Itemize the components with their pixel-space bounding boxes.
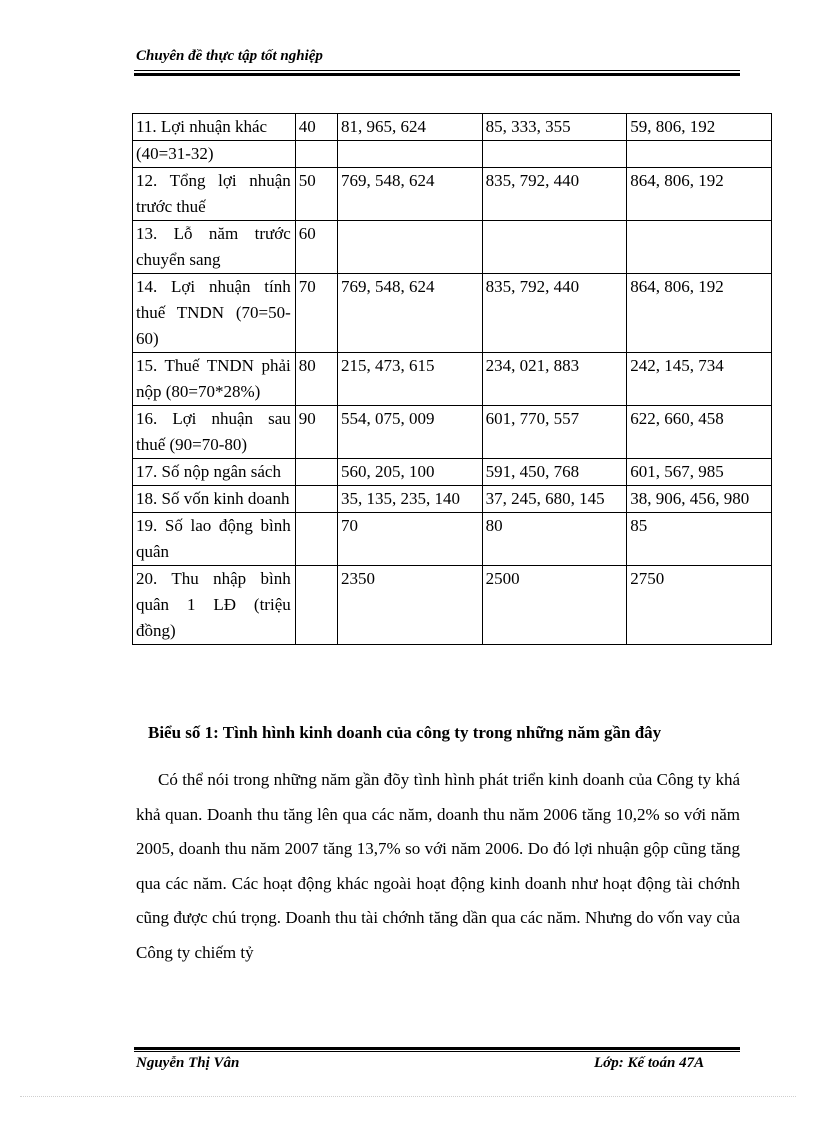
- value-cell: 769, 548, 624: [337, 168, 482, 221]
- value-cell: 59, 806, 192: [627, 114, 772, 141]
- table-row: [133, 221, 772, 274]
- row-label: 11. Lợi nhuận khác: [133, 114, 296, 141]
- value-cell: 242, 145, 734: [627, 353, 772, 406]
- value-cell: 835, 792, 440: [482, 168, 627, 221]
- table-caption: Biểu số 1: Tình hình kinh doanh của công ty trong những năm gần đây: [148, 723, 662, 742]
- row-label: 19. Số lao động bình quân: [133, 513, 296, 566]
- value-cell: 591, 450, 768: [482, 459, 627, 486]
- header-rule-thin: [134, 70, 740, 71]
- value-cell: 35, 135, 235, 140: [337, 486, 482, 513]
- value-cell: 80: [482, 513, 627, 566]
- value-cell: 2350: [337, 566, 482, 645]
- value-cell: 70: [337, 513, 482, 566]
- value-cell: 37, 245, 680, 145: [482, 486, 627, 513]
- value-cell: [627, 141, 772, 168]
- value-cell: 864, 806, 192: [627, 168, 772, 221]
- value-cell: 554, 075, 009: [337, 406, 482, 459]
- page-header-title: Chuyên đề thực tập tốt nghiệp: [136, 48, 323, 64]
- table-row: [133, 353, 772, 406]
- row-code: 80: [295, 353, 337, 406]
- row-label: 18. Số vốn kinh doanh: [133, 486, 296, 513]
- row-code: 70: [295, 274, 337, 353]
- row-label: 14. Lợi nhuận tính thuế TNDN (70=50-60): [133, 274, 296, 353]
- row-label: 15. Thuế TNDN phải nộp (80=70*28%): [133, 353, 296, 406]
- row-label: 13. Lỗ năm trước chuyển sang: [133, 221, 296, 274]
- row-code: 40: [295, 114, 337, 141]
- table-row: [133, 274, 772, 353]
- value-cell: 769, 548, 624: [337, 274, 482, 353]
- value-cell: [627, 221, 772, 274]
- table-row: [133, 513, 772, 566]
- header-rule-thick: [134, 73, 740, 76]
- row-label: 12. Tổng lợi nhuận trước thuế: [133, 168, 296, 221]
- table-row: [133, 406, 772, 459]
- value-cell: 81, 965, 624: [337, 114, 482, 141]
- table-row: [133, 168, 772, 221]
- row-code: 90: [295, 406, 337, 459]
- value-cell: 2750: [627, 566, 772, 645]
- row-code: [295, 141, 337, 168]
- row-code: [295, 513, 337, 566]
- value-cell: 2500: [482, 566, 627, 645]
- footer-author: Nguyễn Thị Vân: [136, 1055, 240, 1071]
- value-cell: 38, 906, 456, 980: [627, 486, 772, 513]
- row-code: [295, 486, 337, 513]
- value-cell: [482, 221, 627, 274]
- value-cell: [337, 221, 482, 274]
- business-results-table: [132, 113, 772, 645]
- table-row: [133, 486, 772, 513]
- row-code: [295, 459, 337, 486]
- row-label: 17. Số nộp ngân sách: [133, 459, 296, 486]
- table-row: [133, 459, 772, 486]
- value-cell: [482, 141, 627, 168]
- value-cell: 864, 806, 192: [627, 274, 772, 353]
- value-cell: 85: [627, 513, 772, 566]
- paragraph: Có thể nói trong những năm gần đõy tình hình phát triển kinh doanh của Công ty khá khả quan. Doanh thu tăng lên qua các năm, doanh thu năm 2006 tăng 10,2% so với năm 2005, doanh thu năm 2007 tăng 13,7% so với năm 2006. Do đó lợi nhuận gộp cũng tăng qua các năm. Các hoạt động khác ngoài hoạt động kinh doanh như hoạt động tài chớnh cũng được chú trọng. Doanh thu tài chớnh tăng dần qua các năm. Nhưng do vốn vay của Công ty chiếm tỷ: [136, 770, 740, 962]
- row-label: (40=31-32): [133, 141, 296, 168]
- footer-rule-thin: [134, 1051, 740, 1052]
- value-cell: [337, 141, 482, 168]
- value-cell: 835, 792, 440: [482, 274, 627, 353]
- value-cell: 234, 021, 883: [482, 353, 627, 406]
- row-label: 16. Lợi nhuận sau thuế (90=70-80): [133, 406, 296, 459]
- value-cell: 601, 770, 557: [482, 406, 627, 459]
- page-edge-divider: [20, 1096, 796, 1097]
- table-row: [133, 114, 772, 141]
- footer-rule-thick: [134, 1047, 740, 1050]
- row-label: 20. Thu nhập bình quân 1 LĐ (triệu đồng): [133, 566, 296, 645]
- value-cell: 215, 473, 615: [337, 353, 482, 406]
- value-cell: 601, 567, 985: [627, 459, 772, 486]
- row-code: 50: [295, 168, 337, 221]
- footer-class: Lớp: Kế toán 47A: [594, 1055, 705, 1071]
- row-code: [295, 566, 337, 645]
- table-row: [133, 141, 772, 168]
- table-row: [133, 566, 772, 645]
- row-code: 60: [295, 221, 337, 274]
- value-cell: 85, 333, 355: [482, 114, 627, 141]
- body-text: [136, 763, 740, 970]
- value-cell: 622, 660, 458: [627, 406, 772, 459]
- value-cell: 560, 205, 100: [337, 459, 482, 486]
